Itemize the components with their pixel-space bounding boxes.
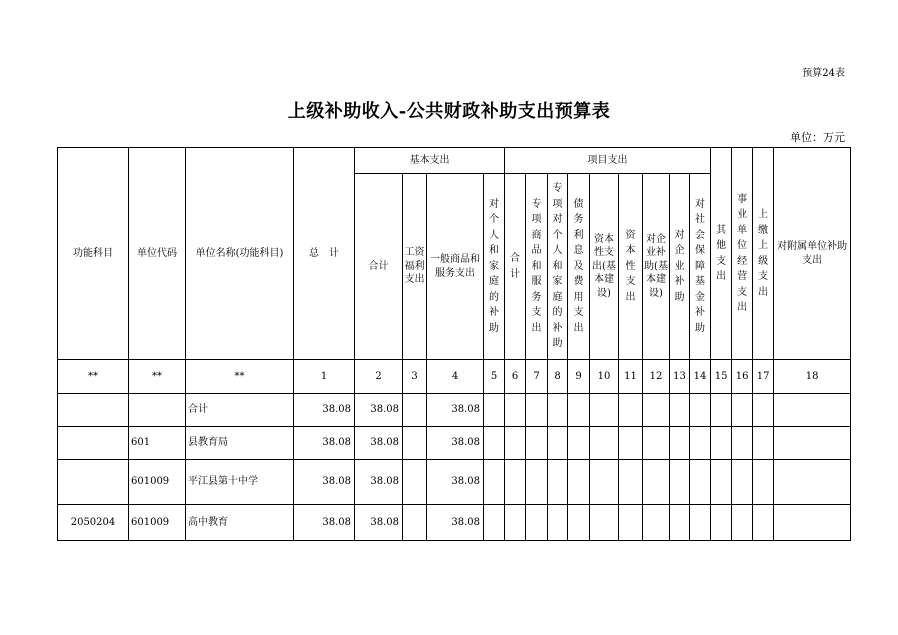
col-operating-header	[732, 148, 753, 360]
unit-label: 单位：万元	[790, 131, 845, 144]
row-basic-total: 38.08	[355, 394, 403, 427]
row-cell	[403, 394, 427, 427]
row-name: 高中教育	[186, 505, 294, 541]
row-cell	[690, 394, 711, 427]
row-cell	[548, 460, 568, 505]
basic-group-header: 基本支出	[355, 148, 505, 174]
row-cell	[526, 394, 548, 427]
row-cell	[590, 394, 619, 427]
index-cell: **	[186, 360, 294, 394]
index-cell: 14	[690, 360, 711, 394]
col-other-label: 其他支出	[716, 224, 727, 282]
row-cell	[753, 460, 774, 505]
row-cell	[568, 427, 590, 460]
col-code-header: 单位代码	[129, 148, 186, 360]
col-goods-header: 一般商品和服务支出	[427, 174, 484, 360]
col-capital-base-header: 资本性支出(基本建设)	[590, 174, 619, 360]
row-basic-total: 38.08	[355, 460, 403, 505]
col-subject-header: 功能科目	[58, 148, 129, 360]
row-goods: 38.08	[427, 505, 484, 541]
col-proj-goods-label: 专项商品和服务支出	[531, 198, 542, 334]
row-cell	[484, 394, 505, 427]
row-cell	[548, 394, 568, 427]
row-cell	[643, 394, 670, 427]
row-cell	[670, 505, 690, 541]
page-title: 上级补助收入-公共财政补助支出预算表	[287, 101, 611, 122]
index-cell: 11	[619, 360, 643, 394]
row-cell	[711, 394, 732, 427]
row-cell	[774, 505, 851, 541]
row-cell	[690, 460, 711, 505]
index-cell: 13	[670, 360, 690, 394]
row-subject	[58, 460, 129, 505]
row-goods: 38.08	[427, 427, 484, 460]
col-affiliated-header: 对附属单位补助支出	[774, 148, 851, 360]
col-enterprise-base-header: 对企业补助(基本建设)	[643, 174, 670, 360]
table-row	[58, 427, 851, 460]
col-proj-personal-label: 专项对个人和家庭的补助	[552, 183, 563, 350]
row-cell	[590, 505, 619, 541]
row-cell	[643, 427, 670, 460]
row-cell	[670, 427, 690, 460]
row-cell	[753, 394, 774, 427]
row-cell	[505, 427, 526, 460]
row-total: 38.08	[294, 460, 355, 505]
index-cell: 12	[643, 360, 670, 394]
row-cell	[774, 460, 851, 505]
col-proj-total-header	[505, 174, 526, 360]
row-cell	[732, 460, 753, 505]
table-row	[58, 394, 851, 427]
row-subject: 2050204	[58, 505, 129, 541]
row-cell	[619, 394, 643, 427]
row-cell	[670, 460, 690, 505]
row-cell	[670, 394, 690, 427]
col-proj-total-label: 合计	[510, 253, 520, 280]
row-cell	[753, 505, 774, 541]
row-total: 38.08	[294, 505, 355, 541]
row-cell	[643, 460, 670, 505]
index-cell: 4	[427, 360, 484, 394]
row-cell	[690, 427, 711, 460]
col-enterprise-header	[670, 174, 690, 360]
row-cell	[526, 460, 548, 505]
index-cell: 7	[526, 360, 548, 394]
index-cell: 8	[548, 360, 568, 394]
row-cell	[619, 505, 643, 541]
index-cell: **	[58, 360, 129, 394]
index-cell: 3	[403, 360, 427, 394]
col-social-header	[690, 174, 711, 360]
col-operating-label: 事业单位经营支出	[737, 193, 748, 313]
row-cell	[548, 505, 568, 541]
row-name: 县教育局	[186, 427, 294, 460]
col-personal-label: 对个人和家庭的补助	[489, 198, 499, 334]
row-code: 601009	[129, 460, 186, 505]
row-cell	[643, 505, 670, 541]
col-debt-label: 债务利息及费用支出	[573, 198, 584, 334]
row-cell	[484, 460, 505, 505]
row-cell	[505, 505, 526, 541]
index-cell: 16	[732, 360, 753, 394]
col-total-header: 总 计	[294, 148, 355, 360]
index-cell: 5	[484, 360, 505, 394]
index-cell: 6	[505, 360, 526, 394]
row-total: 38.08	[294, 427, 355, 460]
budget-table	[57, 147, 851, 541]
col-salary-header: 工资福利支出	[403, 174, 427, 360]
form-number: 预算24表	[802, 68, 845, 79]
row-code: 601	[129, 427, 186, 460]
row-cell	[732, 394, 753, 427]
col-other-header	[711, 148, 732, 360]
row-cell	[548, 427, 568, 460]
col-capital-label: 资本性支出	[625, 229, 636, 303]
row-cell	[690, 505, 711, 541]
row-cell	[711, 427, 732, 460]
row-goods: 38.08	[427, 460, 484, 505]
row-cell	[526, 505, 548, 541]
row-cell	[505, 394, 526, 427]
row-name: 平江县第十中学	[186, 460, 294, 505]
index-cell: 10	[590, 360, 619, 394]
row-subject	[58, 427, 129, 460]
row-cell	[403, 427, 427, 460]
col-proj-goods-header	[526, 174, 548, 360]
index-cell: 1	[294, 360, 355, 394]
col-upper-label: 上缴上级支出	[758, 209, 769, 298]
row-cell	[619, 460, 643, 505]
row-cell	[732, 427, 753, 460]
index-row	[58, 360, 851, 394]
col-capital-header	[619, 174, 643, 360]
col-upper-header	[753, 148, 774, 360]
row-cell	[403, 460, 427, 505]
row-code: 601009	[129, 505, 186, 541]
row-name: 合计	[186, 394, 294, 427]
col-social-label: 对社会保障基金补助	[695, 198, 706, 334]
index-cell: 2	[355, 360, 403, 394]
row-cell	[590, 427, 619, 460]
col-personal-header	[484, 174, 505, 360]
row-basic-total: 38.08	[355, 427, 403, 460]
table-row	[58, 460, 851, 505]
row-cell	[484, 427, 505, 460]
row-cell	[711, 505, 732, 541]
row-cell	[505, 460, 526, 505]
row-basic-total: 38.08	[355, 505, 403, 541]
index-cell: 15	[711, 360, 732, 394]
header-row-1	[58, 148, 851, 174]
index-cell: 18	[774, 360, 851, 394]
row-cell	[711, 460, 732, 505]
row-cell	[619, 427, 643, 460]
index-cell: 9	[568, 360, 590, 394]
row-cell	[568, 505, 590, 541]
row-goods: 38.08	[427, 394, 484, 427]
col-enterprise-label: 对企业补助	[674, 229, 685, 303]
row-code	[129, 394, 186, 427]
row-cell	[753, 427, 774, 460]
col-proj-personal-header	[548, 174, 568, 360]
row-cell	[484, 505, 505, 541]
row-cell	[732, 505, 753, 541]
index-cell: **	[129, 360, 186, 394]
table-row	[58, 505, 851, 541]
row-cell	[568, 460, 590, 505]
row-cell	[590, 460, 619, 505]
col-basic-total-header: 合计	[355, 174, 403, 360]
row-total: 38.08	[294, 394, 355, 427]
row-cell	[774, 394, 851, 427]
index-cell: 17	[753, 360, 774, 394]
col-name-header: 单位名称(功能科目)	[186, 148, 294, 360]
row-cell	[568, 394, 590, 427]
project-group-header: 项目支出	[505, 148, 711, 174]
col-debt-header	[568, 174, 590, 360]
row-cell	[774, 427, 851, 460]
row-cell	[526, 427, 548, 460]
row-cell	[403, 505, 427, 541]
row-subject	[58, 394, 129, 427]
